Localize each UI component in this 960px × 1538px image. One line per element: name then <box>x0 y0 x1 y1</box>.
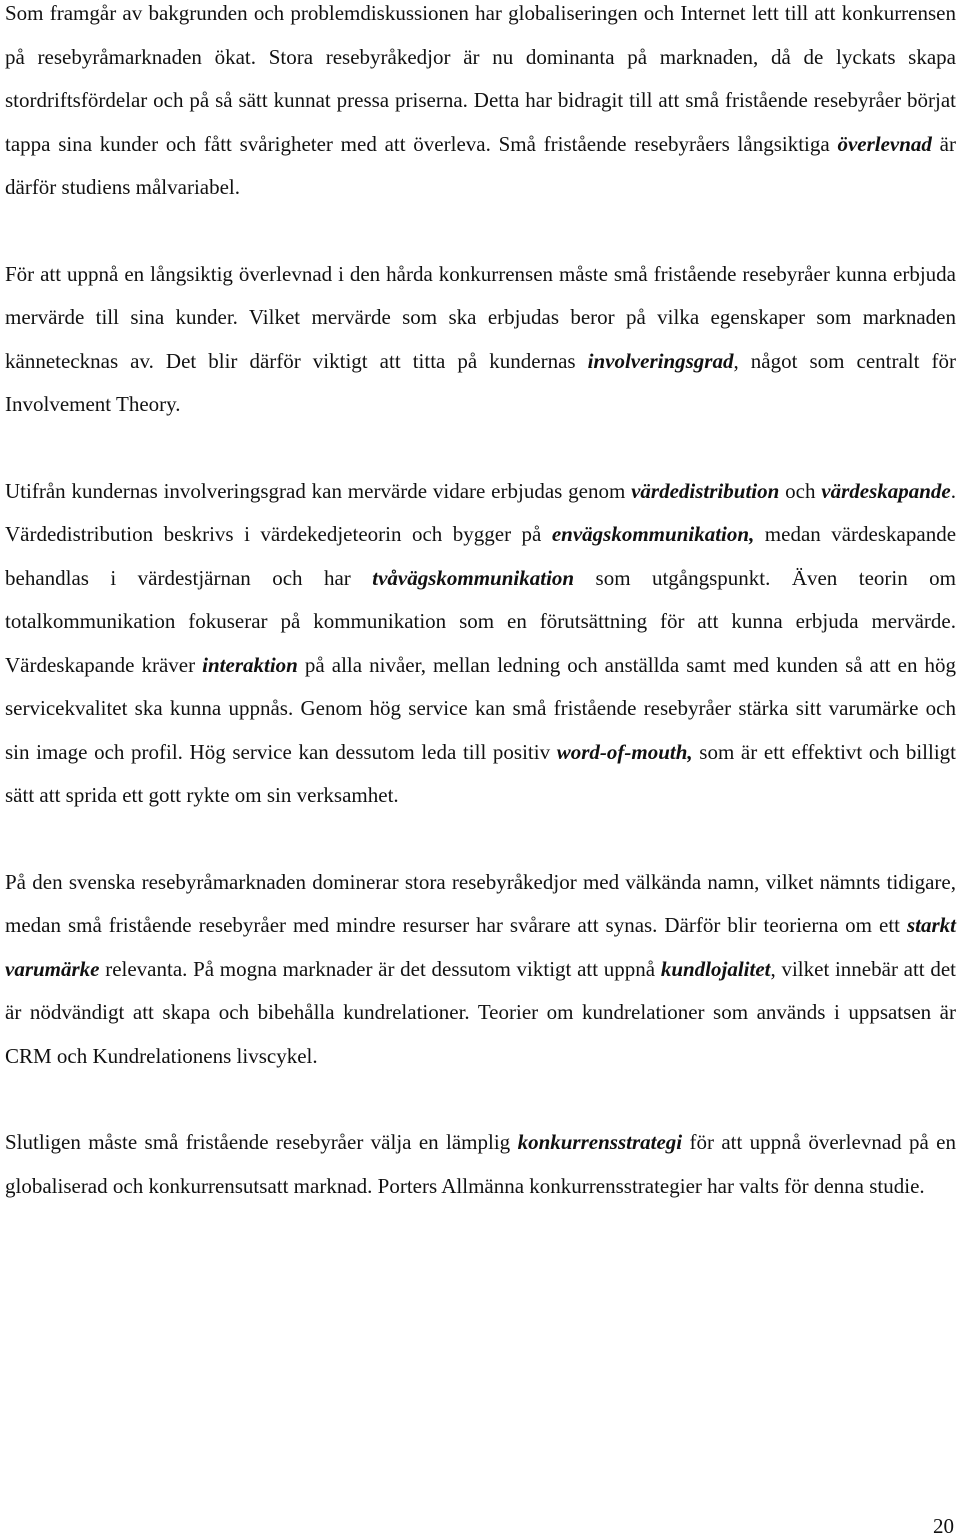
paragraph-text: Slutligen måste små fristående resebyråer välja en lämplig <box>5 1130 518 1154</box>
paragraph-text: Utifrån kundernas involveringsgrad kan mervärde vidare erbjudas genom <box>5 478 632 503</box>
document-page <box>5 0 956 1251</box>
emphasized-term: involveringsgrad <box>587 348 734 373</box>
paragraph-text: , något som centralt för Involvement Theory. <box>5 348 957 416</box>
emphasized-term: kundlojalitet <box>660 956 771 981</box>
emphasized-term: värdedistribution <box>631 478 780 503</box>
emphasized-term: konkurrensstrategi <box>517 1130 683 1154</box>
paragraph-text: medan värdeskapande behandlas i värdestjärnan och har <box>5 522 957 590</box>
paragraph-text: och <box>779 478 822 503</box>
paragraph-2 <box>5 253 956 427</box>
paragraph-5 <box>5 1121 956 1208</box>
paragraph-text: som är ett effektivt och billigt sätt att sprida ett gott rykte om sin verksamhet. <box>5 739 956 807</box>
emphasized-term: överlevnad <box>837 131 932 156</box>
emphasized-term: starkt varumärke <box>5 913 956 981</box>
paragraph-text: för att uppnå överlevnad på en globaliserad och konkurrensutsatt marknad. Porters Allmänna konkurrensstrategier har valts för denna studie. <box>5 1130 957 1198</box>
paragraph-text: , vilket innebär att det är nödvändigt att skapa och bibehålla kundrelationer. Teorier om kundrelationer som används i uppsatsen är CRM och Kundrelationens livscykel. <box>5 956 956 1068</box>
page-number: 20 <box>933 1514 954 1538</box>
emphasized-term: interaktion <box>202 652 298 677</box>
paragraph-4 <box>5 861 956 1079</box>
emphasized-term: envägskommunikation, <box>551 522 755 546</box>
emphasized-term: tvåvägskommunikation <box>372 565 575 590</box>
emphasized-term: word-of-mouth, <box>556 739 693 764</box>
paragraph-text: relevanta. På mogna marknader är det dessutom viktigt att uppnå <box>99 956 661 981</box>
paragraph-text: på alla nivåer, mellan ledning och anställda samt med kunden så att en hög servicekvalitet ska kunna uppnås. Genom hög service kan små fristående resebyråer stärka sitt varumärke och sin image och profil. Hög service kan dessutom leda till positiv <box>5 652 956 764</box>
paragraph-3 <box>5 470 956 818</box>
paragraph-text: som utgångspunkt. Även teorin om totalkommunikation fokuserar på kommunikation som en förutsättning för att kunna erbjuda mervärde. Värdeskapande kräver <box>5 565 956 677</box>
paragraph-text: är därför studiens målvariabel. <box>5 131 956 199</box>
emphasized-term: värdeskapande <box>821 478 951 503</box>
paragraph-text: För att uppnå en långsiktig överlevnad i den hårda konkurrensen måste små fristående resebyråer kunna erbjuda mervärde till sina kunder. Vilket mervärde som ska erbjudas beror på vilka egenskaper som marknaden kännetecknas av. Det blir därför viktigt att titta på kundernas <box>5 261 956 373</box>
paragraph-text: Som framgår av bakgrunden och problemdiskussionen har globaliseringen och Internet lett till att konkurrensen på resebyråmarknaden ökat. Stora resebyråkedjor är nu dominanta på marknaden, då de lyckats skapa stordriftsfördelar och på så sätt kunnat pressa priserna. Detta har bidragit till att små fristående resebyråer börjat tappa sina kunder och fått svårigheter med att överleva. Små fristående resebyråers långsiktiga <box>5 1 956 156</box>
paragraph-text: På den svenska resebyråmarknaden dominerar stora resebyråkedjor med välkända namn, vilket nämnts tidigare, medan små fristående resebyråer med mindre resurser har svårare att synas. Därför blir teorierna om ett <box>5 869 956 937</box>
paragraph-1 <box>5 0 956 210</box>
paragraph-text: . Värdedistribution beskrivs i värdekedjeteorin och bygger på <box>5 478 957 546</box>
